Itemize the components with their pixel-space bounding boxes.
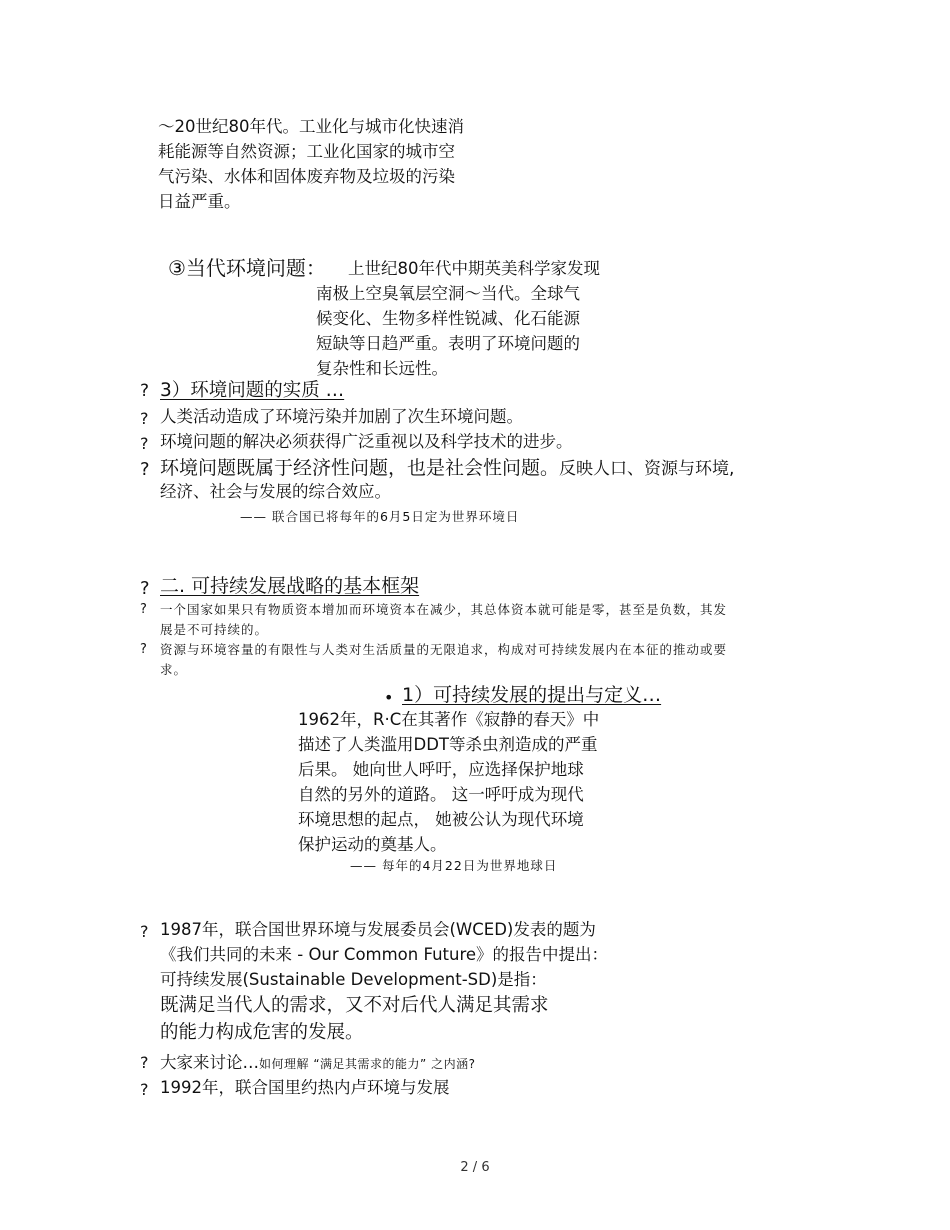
origin-line: 描述了人类滥用DDT等杀虫剂造成的严重	[298, 735, 598, 754]
sd-definition: 的能力构成危害的发展。	[160, 1022, 364, 1043]
environment-day-note: —— 联合国已将每年的6月5日定为世界环境日	[240, 509, 520, 524]
intro-line: 耗能源等自然资源；工业化国家的城市空	[158, 142, 455, 161]
origin-line: 保护运动的奠基人。	[298, 835, 447, 854]
contemporary-line: 上世纪80年代中期英美科学家发现	[348, 259, 600, 278]
contemporary-line: 候变化、生物多样性锐减、化石能源	[316, 309, 580, 328]
framework-p1-line1: 一个国家如果只有物质资本增加而环境资本在减少，其总体资本就可能是零，甚至是负数，其发	[160, 602, 728, 617]
rio-line: 1992年，联合国里约热内卢环境与发展	[160, 1078, 450, 1097]
bullet-marker: ?	[140, 602, 147, 617]
essence-point-3-rest: 反映人口、资源与环境,	[559, 459, 735, 479]
earth-day-note: —— 每年的4月22日为世界地球日	[350, 858, 558, 873]
bullet-marker: ?	[140, 922, 149, 941]
bullet-marker: ?	[140, 409, 149, 428]
discussion-lead: 大家来讨论…	[160, 1053, 259, 1072]
bullet-marker: ?	[140, 434, 149, 453]
essence-point-3-large: 环境问题既属于经济性问题，也是社会性问题。	[160, 457, 560, 479]
bullet-marker: ?	[140, 459, 150, 480]
discussion-prompt	[160, 1049, 475, 1073]
essence-point-3-line2: 经济、社会与发展的综合效应。	[160, 482, 391, 501]
wced-line1: 1987年，联合国世界环境与发展委员会(WCED)发表的题为	[160, 920, 596, 939]
intro-line: ～20世纪80年代。工业化与城市化快速消	[158, 117, 464, 136]
framework-heading: 二. 可持续发展战略的基本框架	[160, 575, 420, 597]
origin-line: 环境思想的起点， 她被公认为现代环境	[298, 810, 584, 829]
essence-heading: 3）环境问题的实质 …	[160, 380, 345, 401]
essence-point: 环境问题的解决必须获得广泛重视以及科学技术的进步。	[160, 432, 573, 451]
contemporary-line: 复杂性和长远性。	[316, 359, 448, 378]
wced-line3: 可持续发展(Sustainable Development-SD)是指：	[160, 970, 547, 989]
bullet-marker: ?	[140, 1080, 149, 1099]
bullet-marker: ?	[140, 1053, 149, 1072]
bullet-marker: ?	[140, 381, 150, 401]
framework-p2-line2: 求。	[160, 662, 188, 677]
contemporary-heading: ③当代环境问题：	[168, 256, 326, 280]
origin-line: 后果。 她向世人呼吁，应选择保护地球	[298, 760, 584, 779]
origin-line: 自然的另外的道路。 这一呼吁成为现代	[298, 785, 584, 804]
wced-line2: 《我们共同的未来 - Our Common Future》的报告中提出：	[160, 945, 609, 964]
bullet-marker: ?	[140, 578, 150, 599]
discussion-question: 如何理解 “满足其需求的能力” 之内涵?	[259, 1057, 476, 1071]
intro-line: 气污染、水体和固体废弃物及垃圾的污染	[158, 167, 455, 186]
bullet-marker: ?	[140, 642, 147, 657]
framework-p2-line1: 资源与环境容量的有限性与人类对生活质量的无限追求，构成对可持续发展内在本征的推动或要	[160, 642, 728, 657]
essence-point: 人类活动造成了环境污染并加剧了次生环境问题。	[160, 407, 523, 426]
origin-heading: 1）可持续发展的提出与定义…	[402, 684, 662, 706]
page-number: 2 / 6	[460, 1160, 490, 1175]
intro-line: 日益严重。	[158, 192, 241, 211]
bullet-dot: •	[384, 688, 394, 707]
contemporary-line: 南极上空臭氧层空洞～当代。全球气	[316, 284, 580, 303]
origin-line: 1962年，R·C在其著作《寂静的春天》中	[298, 710, 600, 729]
contemporary-line: 短缺等日趋严重。表明了环境问题的	[316, 334, 580, 353]
sd-definition: 既满足当代人的需求，又不对后代人满足其需求	[160, 995, 549, 1016]
framework-p1-line2: 展是不可持续的。	[160, 622, 269, 637]
essence-point-3	[160, 453, 734, 480]
